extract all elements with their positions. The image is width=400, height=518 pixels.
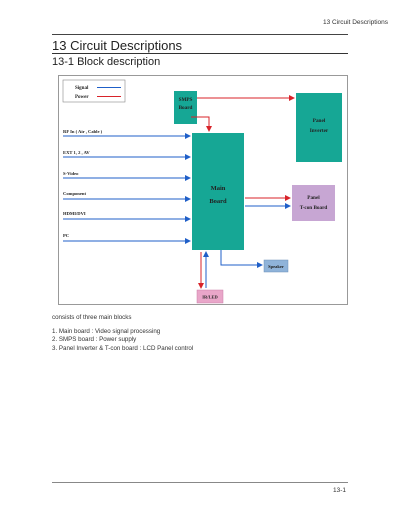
page-number: 13-1 <box>332 487 346 494</box>
list-item: 2. SMPS board : Power supply <box>52 336 137 344</box>
speaker-label: Speaker <box>268 264 284 269</box>
block-list <box>52 328 193 353</box>
block-diagram <box>58 75 348 305</box>
running-header: 13 Circuit Descriptions <box>322 19 388 26</box>
list-item: 3. Panel Inverter & T-con board : LCD Panel control <box>52 344 194 352</box>
legend <box>63 80 125 102</box>
input-labels <box>63 129 103 238</box>
chapter-rule <box>52 53 348 54</box>
main-label-1: Main <box>210 185 226 192</box>
bottom-rule <box>52 482 348 483</box>
list-item: 1. Main board : Video signal processing <box>52 328 161 335</box>
input-label-hdmi: HDMI/DVI <box>63 211 86 216</box>
tcon-label-1: Panel <box>307 195 320 201</box>
section-title: 13-1 Block description <box>52 56 161 68</box>
smps-board <box>174 91 197 124</box>
main-board <box>192 133 244 250</box>
input-label-component: Component <box>63 191 86 196</box>
main-label-2: Board <box>209 198 227 205</box>
tcon-label-2: T-con Board <box>299 205 328 211</box>
smps-label-1: SMPS <box>178 97 193 103</box>
input-label-pc: PC <box>63 233 70 238</box>
inverter-label-1: Panel <box>312 118 326 124</box>
chapter-title: 13 Circuit Descriptions <box>52 38 183 53</box>
panel-inverter <box>296 93 342 162</box>
legend-power-label: Power <box>75 95 89 100</box>
input-label-svideo: S-Video <box>63 171 79 176</box>
top-rule <box>52 34 348 35</box>
ir-led-label: IR/LED <box>202 294 218 300</box>
ir-led-block <box>197 290 223 303</box>
input-label-ext: EXT 1, 2 , AV <box>63 150 90 155</box>
diagram-caption: consists of three main blocks <box>52 314 132 321</box>
inverter-label-2: Inverter <box>309 128 329 134</box>
speaker-block <box>264 260 288 272</box>
panel-tcon-board <box>292 185 335 221</box>
legend-signal-label: Signal <box>75 86 89 91</box>
smps-label-2: Board <box>178 105 193 111</box>
input-label-rf: RF In ( Air , Cable ) <box>63 129 103 134</box>
